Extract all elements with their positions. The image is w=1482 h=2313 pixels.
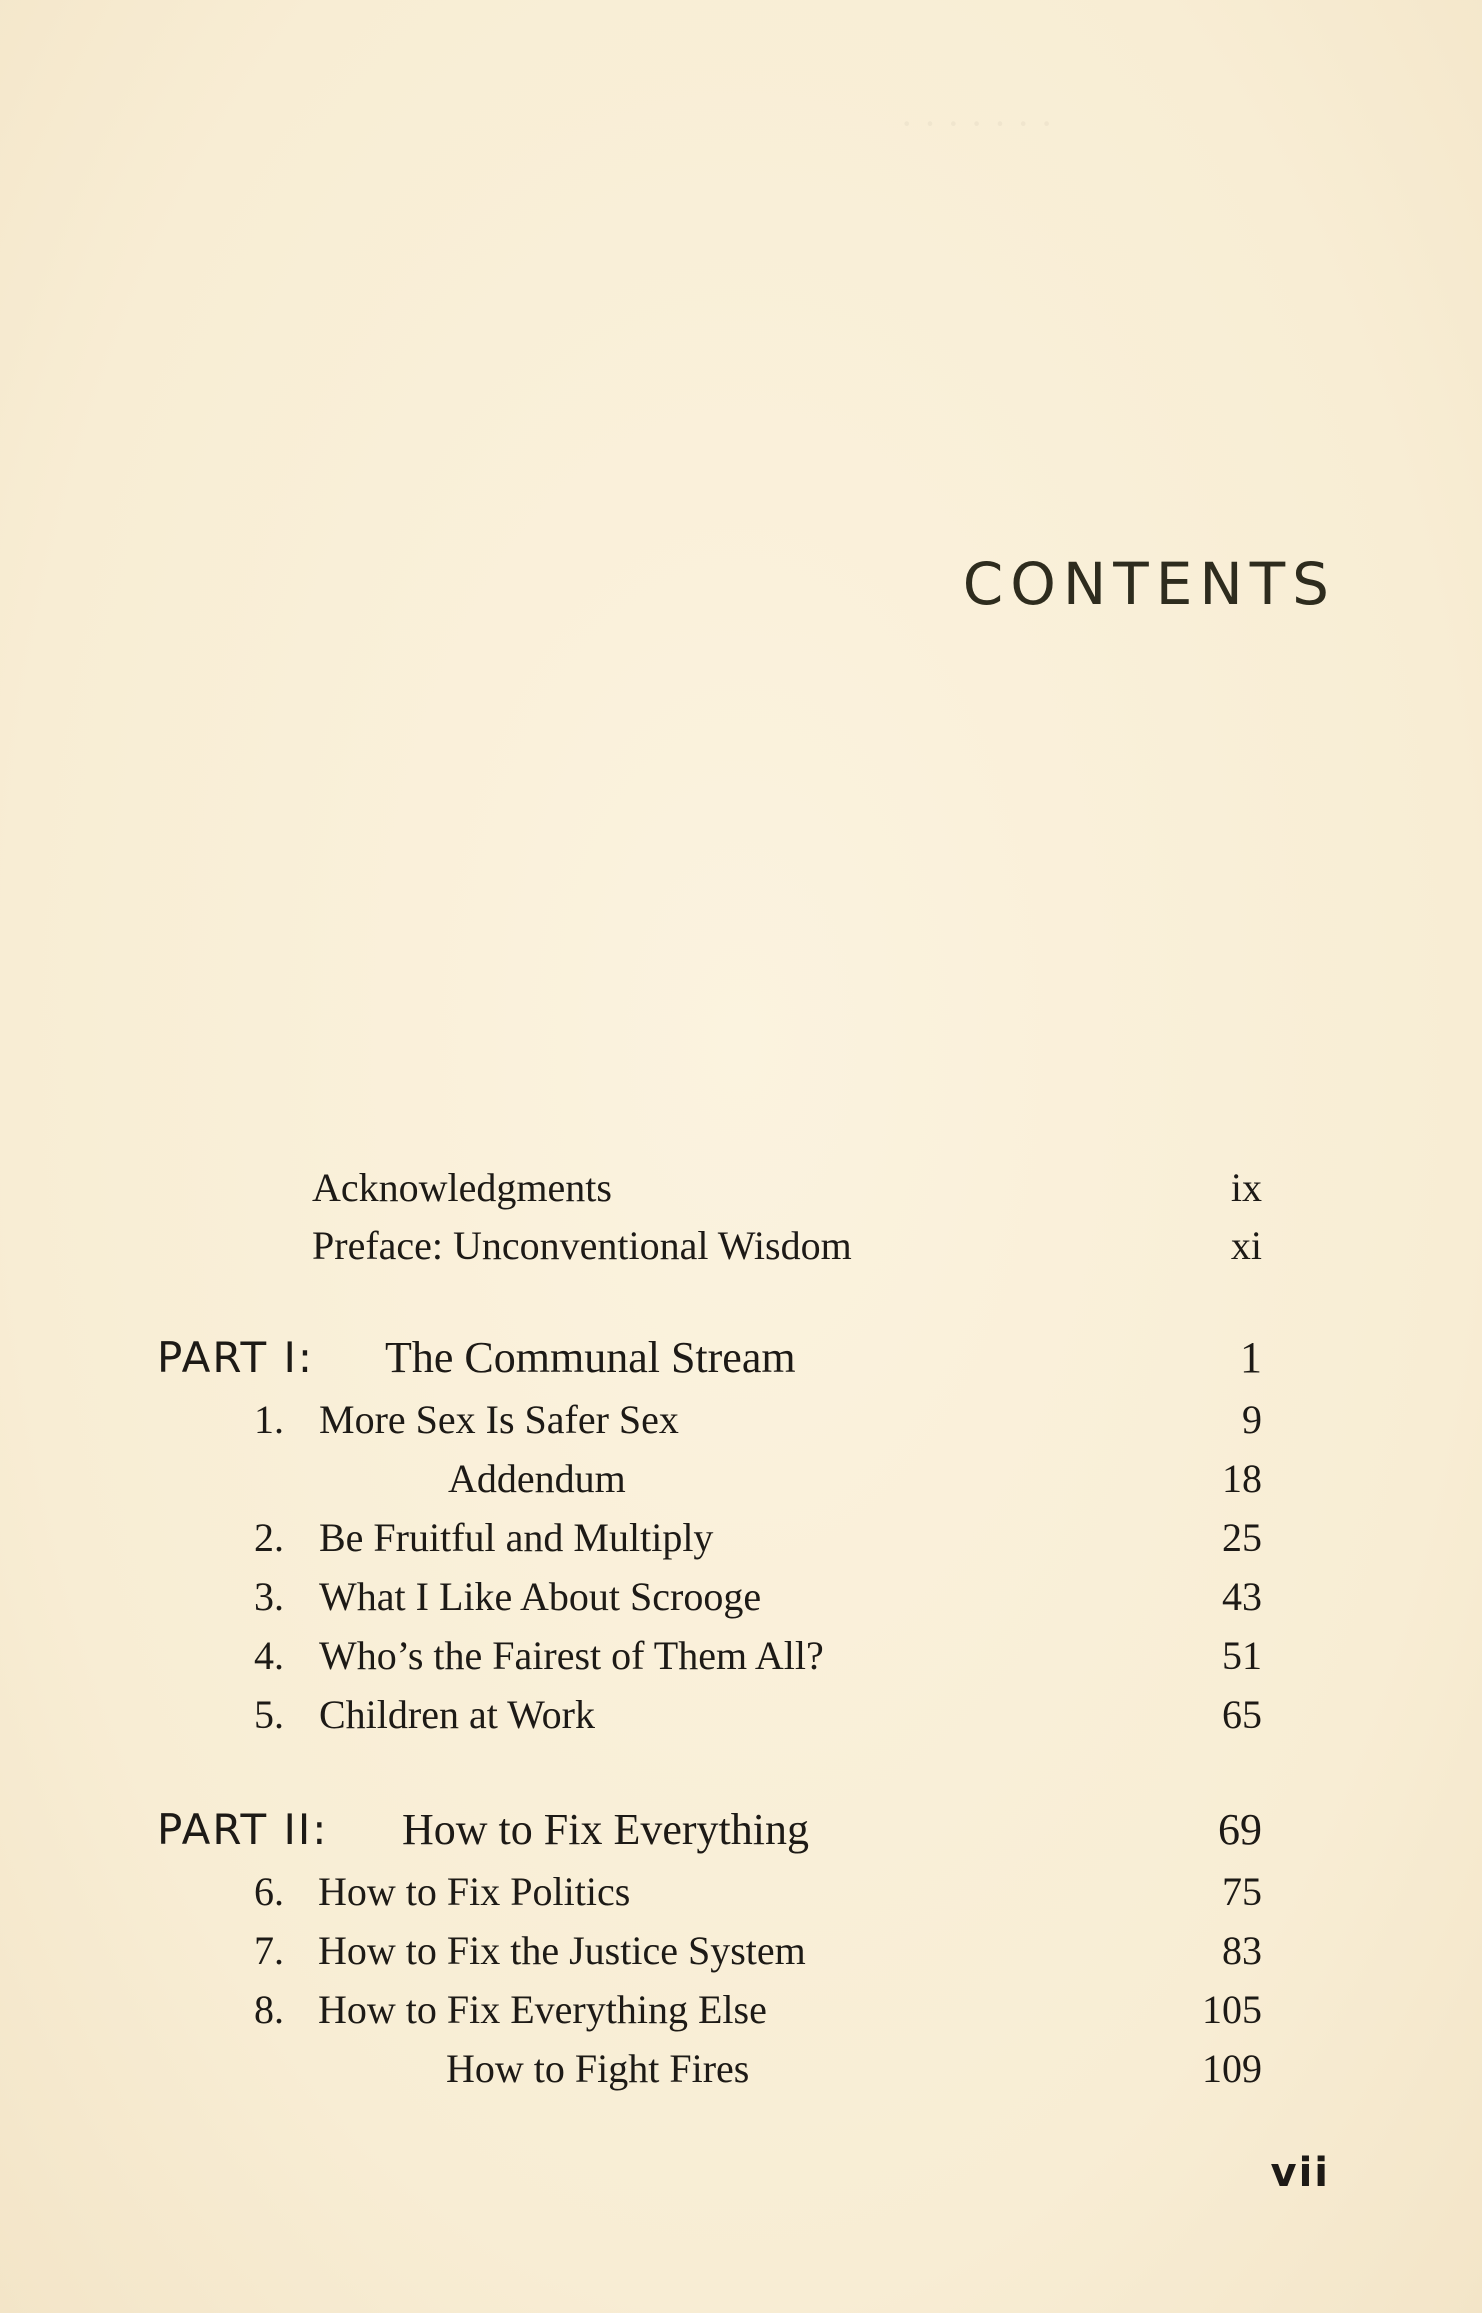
entry-number: 7. xyxy=(254,1928,284,1973)
part-title: The Communal Stream xyxy=(385,1333,796,1382)
toc-entry[interactable] xyxy=(0,1508,1482,1568)
entry-number: 3. xyxy=(254,1574,284,1619)
entry-number: 5. xyxy=(254,1692,284,1737)
toc-entry[interactable] xyxy=(0,1449,1482,1509)
entry-page: 109 xyxy=(1202,2046,1262,2091)
part-page: 69 xyxy=(1218,1805,1262,1854)
entry-page: ix xyxy=(1230,1165,1262,1210)
toc-entry[interactable] xyxy=(0,1980,1482,2040)
entry-number: 1. xyxy=(254,1397,284,1442)
part-heading-2[interactable] xyxy=(0,1800,1482,1860)
entry-label: How to Fix the Justice System xyxy=(318,1928,806,1973)
toc-entry[interactable] xyxy=(0,1626,1482,1686)
entry-label: How to Fight Fires xyxy=(446,2046,750,2091)
entry-label: More Sex Is Safer Sex xyxy=(319,1397,679,1442)
entry-page: 43 xyxy=(1222,1574,1262,1619)
part-label: PART II: xyxy=(157,1805,329,1854)
entry-page: xi xyxy=(1230,1223,1262,1268)
part-label: PART I: xyxy=(157,1333,315,1382)
entry-page: 18 xyxy=(1222,1456,1262,1501)
entry-page: 9 xyxy=(1242,1397,1262,1442)
toc-entry[interactable] xyxy=(0,1685,1482,1745)
page-folio: vii xyxy=(1270,2150,1330,2196)
entry-page: 65 xyxy=(1222,1692,1262,1737)
entry-page: 25 xyxy=(1222,1515,1262,1560)
entry-number: 6. xyxy=(254,1869,284,1914)
part-page: 1 xyxy=(1240,1333,1262,1382)
entry-label: Who’s the Fairest of Them All? xyxy=(319,1633,824,1678)
toc-entry[interactable] xyxy=(0,1921,1482,1981)
entry-label: How to Fix Politics xyxy=(318,1869,631,1914)
entry-page: 51 xyxy=(1222,1633,1262,1678)
entry-page: 83 xyxy=(1222,1928,1262,1973)
entry-label: Addendum xyxy=(448,1456,626,1501)
entry-number: 8. xyxy=(254,1987,284,2032)
entry-label: Acknowledgments xyxy=(312,1165,612,1210)
part-title: How to Fix Everything xyxy=(402,1805,809,1854)
toc-entry[interactable] xyxy=(0,1567,1482,1627)
entry-number: 4. xyxy=(254,1633,284,1678)
part-heading-1[interactable] xyxy=(0,1328,1482,1388)
entry-label: What I Like About Scrooge xyxy=(319,1574,762,1619)
show-through-text: · · · · · · · xyxy=(900,101,1054,146)
toc-entry[interactable] xyxy=(0,2039,1482,2099)
toc-entry-acknowledgments[interactable] xyxy=(0,1158,1482,1218)
entry-page: 75 xyxy=(1222,1869,1262,1914)
entry-label: Children at Work xyxy=(319,1692,595,1737)
entry-label: Be Fruitful and Multiply xyxy=(319,1515,714,1560)
toc-entry[interactable] xyxy=(0,1390,1482,1450)
entry-label: How to Fix Everything Else xyxy=(318,1987,767,2032)
page-title: CONTENTS xyxy=(962,550,1336,618)
entry-number: 2. xyxy=(254,1515,284,1560)
toc-entry-preface[interactable] xyxy=(0,1216,1482,1276)
entry-label: Preface: Unconventional Wisdom xyxy=(312,1223,852,1268)
entry-page: 105 xyxy=(1202,1987,1262,2032)
toc-entry[interactable] xyxy=(0,1862,1482,1922)
